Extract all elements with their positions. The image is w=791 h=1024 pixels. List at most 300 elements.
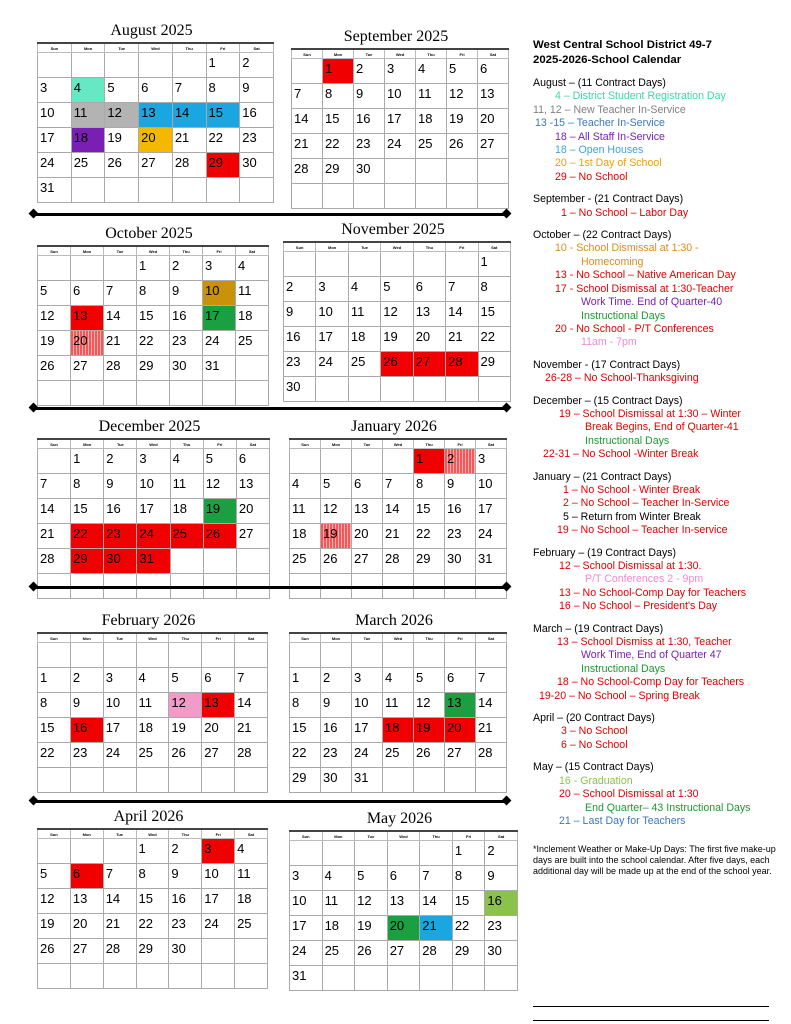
calendar-day: 22 [290,743,321,768]
calendar-day: 8 [71,474,104,499]
empty-cell [292,59,323,84]
calendar-day: 25 [416,134,447,159]
calendar-day: 7 [104,281,137,306]
calendar-day: 2 [169,839,202,864]
calendar-day: 26 [105,153,139,178]
month-title: February 2026 [101,612,196,629]
calendar-day: 7 [103,864,136,889]
legend-item: P/T Conferences 2 - 9pm [585,573,704,586]
calendar-day: 4 [235,839,268,864]
calendar-day: 3 [202,839,235,864]
calendar-day: 15 [38,718,71,743]
calendar-day: 28 [235,743,268,768]
weekday-header: Sat [478,49,509,59]
calendar-day: 27 [236,524,269,549]
weekday-header: Sat [478,242,510,252]
district-title: West Central School District 49-7 [533,39,712,51]
legend-item: 18 – Open Houses [555,144,644,157]
calendar-day: 6 [387,866,420,891]
calendar-day: 11 [235,864,268,889]
calendar-day: 16 [170,306,203,331]
calendar-day: 3 [103,668,136,693]
empty-cell [420,966,453,991]
empty-cell [139,53,173,78]
calendar-day: 1 [71,449,104,474]
calendar-day: 12 [447,84,478,109]
empty-cell [70,643,103,668]
calendar-day: 27 [71,356,104,381]
calendar-day: 30 [240,153,274,178]
empty-cell [105,178,139,203]
calendar-day: 16 [169,889,202,914]
calendar-day: 20 [413,327,445,352]
empty-cell [316,377,348,402]
calendar-day: 23 [170,331,203,356]
empty-cell [235,964,268,989]
weekday-header: Mon [321,633,352,643]
weekday-header: Thu [170,439,203,449]
legend-item: 19 – No School – Teacher In-service [557,524,728,537]
calendar-day: 16 [104,499,137,524]
calendar-day: 28 [446,352,478,377]
calendar-day: 26 [203,524,236,549]
calendar-day: 25 [136,743,169,768]
calendar-day: 14 [476,693,507,718]
empty-cell [387,841,420,866]
calendar-day: 29 [452,941,485,966]
legend-month-section [533,395,783,462]
calendar-title: 2025-2026-School Calendar [533,54,682,66]
calendar-day: 13 [236,474,269,499]
weekday-header: Sat [476,439,507,449]
month-october-2025 [37,223,261,406]
weekday-header: Wed [381,242,413,252]
legend-item: 4 – District Student Registration Day [555,90,726,103]
calendar-day: 14 [235,693,268,718]
empty-cell [202,964,235,989]
calendar-day: 2 [445,449,476,474]
month-grid [37,245,269,406]
calendar-day: 1 [414,449,445,474]
calendar-day: 18 [236,306,269,331]
calendar-day: 11 [348,302,380,327]
calendar-day: 25 [236,331,269,356]
legend-item: Instructional Days [581,309,666,322]
calendar-day: 11 [236,281,269,306]
calendar-day: 5 [447,59,478,84]
weekday-header: Fri [206,43,240,53]
weekday-header: Sun [290,439,321,449]
month-november-2025 [283,219,503,402]
calendar-day: 23 [284,352,316,377]
calendar-day: 5 [105,78,139,103]
calendar-day: 8 [136,864,169,889]
empty-cell [235,643,268,668]
calendar-day: 18 [322,916,355,941]
month-title: October 2025 [105,225,193,242]
legend-item: 1 – No School – Labor Day [561,206,689,219]
calendar-day: 7 [235,668,268,693]
calendar-day: 31 [290,966,323,991]
weekday-header: Wed [137,439,170,449]
calendar-day: 24 [203,331,236,356]
calendar-day: 22 [206,128,240,153]
calendar-day: 9 [70,693,103,718]
calendar-day: 20 [445,718,476,743]
calendar-day: 17 [103,718,136,743]
calendar-day: 4 [383,668,414,693]
weekday-header: Fri [202,829,235,839]
month-april-2026 [37,806,260,989]
signature-line [533,1006,769,1007]
month-september-2025 [291,26,501,209]
weekday-header: Mon [322,831,355,841]
calendar-day: 25 [348,352,380,377]
calendar-day: 21 [103,914,136,939]
empty-cell [38,53,72,78]
calendar-day: 3 [137,449,170,474]
calendar-day: 29 [137,356,170,381]
month-title: April 2026 [113,808,184,825]
weekday-header: Thu [420,831,453,841]
calendar-day: 23 [485,916,518,941]
empty-cell [71,178,105,203]
calendar-day: 4 [236,256,269,281]
weekday-header: Fri [447,49,478,59]
weekday-header: Wed [383,633,414,643]
row-divider [30,210,510,219]
empty-cell [139,178,173,203]
calendar-day: 28 [383,549,414,574]
calendar-day: 13 [478,84,509,109]
calendar-day: 22 [478,327,510,352]
empty-cell [202,768,235,793]
calendar-day: 31 [137,549,170,574]
empty-cell [236,356,269,381]
calendar-day: 19 [203,499,236,524]
empty-cell [381,252,413,277]
calendar-day: 12 [414,693,445,718]
calendar-day: 4 [322,866,355,891]
empty-cell [420,841,453,866]
weekday-header: Fri [452,831,485,841]
calendar-day: 8 [414,474,445,499]
calendar-day: 24 [290,941,323,966]
row-divider [30,404,510,413]
calendar-day: 20 [202,718,235,743]
empty-cell [355,966,388,991]
empty-cell [321,643,352,668]
legend-month-heading: May – (15 Contract Days) [533,761,654,774]
calendar-day: 21 [104,331,137,356]
calendar-day: 10 [103,693,136,718]
calendar-day: 24 [137,524,170,549]
empty-cell [71,256,104,281]
calendar-day: 24 [38,153,72,178]
calendar-day: 17 [316,327,348,352]
calendar-day: 3 [316,277,348,302]
calendar-day: 29 [206,153,240,178]
legend-month-heading: November - (17 Contract Days) [533,358,681,371]
legend-item: 2 – No School – Teacher In-Service [563,497,730,510]
calendar-day: 22 [38,743,71,768]
empty-cell [169,768,202,793]
calendar-day: 4 [290,474,321,499]
calendar-day: 6 [413,277,445,302]
weekday-header: Tue [352,439,383,449]
calendar-day: 22 [136,914,169,939]
month-may-2026 [289,808,510,991]
calendar-day: 31 [38,178,72,203]
legend-item: Break Begins, End of Quarter-41 [585,421,739,434]
calendar-day: 20 [139,128,173,153]
calendar-day: 5 [169,668,202,693]
empty-cell [447,159,478,184]
empty-cell [478,377,510,402]
calendar-day: 23 [445,524,476,549]
calendar-day: 17 [385,109,416,134]
weekday-header: Fri [203,439,236,449]
calendar-day: 16 [70,718,103,743]
weekday-header: Wed [139,43,173,53]
calendar-day: 20 [236,499,269,524]
legend-item: 19-20 – No School – Spring Break [539,689,700,702]
empty-cell [104,381,137,406]
calendar-day: 13 [70,889,103,914]
calendar-day: 26 [447,134,478,159]
legend-item: 3 – No School [561,725,628,738]
weekday-header: Mon [71,246,104,256]
calendar-day: 18 [136,718,169,743]
calendar-day: 2 [284,277,316,302]
calendar-day: 17 [476,499,507,524]
month-grid [289,438,507,599]
inclement-weather-note: *Inclement Weather or Make-Up Days: The first five make-up days are built into the school calendar. After five days, each additional day will be made up at the end of the school year. [533,844,776,877]
empty-cell [172,178,206,203]
empty-cell [104,256,137,281]
legend-month-heading: February – (19 Contract Days) [533,546,677,559]
calendar-day: 17 [202,889,235,914]
calendar-day: 10 [476,474,507,499]
weekday-header: Sun [38,829,71,839]
calendar-day: 26 [38,356,71,381]
calendar-day: 1 [478,252,510,277]
calendar-day: 4 [136,668,169,693]
empty-cell [447,184,478,209]
calendar-day: 14 [38,499,71,524]
calendar-day: 28 [172,153,206,178]
calendar-day: 20 [352,524,383,549]
row-divider [30,797,510,806]
calendar-day: 27 [352,549,383,574]
weekday-header: Thu [416,49,447,59]
empty-cell [321,449,352,474]
empty-cell [71,53,105,78]
calendar-day: 12 [203,474,236,499]
legend-item: 26-28 – No School-Thanksgiving [545,372,699,385]
calendar-day: 23 [240,128,274,153]
calendar-day: 17 [38,128,72,153]
empty-cell [290,449,321,474]
calendar-day: 11 [136,693,169,718]
calendar-day: 3 [290,866,323,891]
calendar-day: 15 [478,302,510,327]
calendar-day: 18 [235,889,268,914]
calendar-day: 13 [445,693,476,718]
empty-cell [203,381,236,406]
empty-cell [446,377,478,402]
calendar-day: 7 [446,277,478,302]
weekday-header: Wed [387,831,420,841]
calendar-day: 12 [321,499,352,524]
calendar-day: 10 [38,103,72,128]
calendar-day: 26 [169,743,202,768]
calendar-day: 16 [284,327,316,352]
empty-cell [235,939,268,964]
calendar-day: 27 [139,153,173,178]
calendar-day: 12 [38,889,71,914]
empty-cell [385,159,416,184]
weekday-header: Mon [71,439,104,449]
empty-cell [290,643,321,668]
empty-cell [202,643,235,668]
weekday-header: Mon [321,439,352,449]
calendar-day: 18 [290,524,321,549]
calendar-day: 1 [206,53,240,78]
calendar-day: 21 [383,524,414,549]
legend-month-section [533,77,783,184]
empty-cell [284,252,316,277]
weekday-header: Mon [316,242,348,252]
month-title: November 2025 [341,221,445,238]
calendar-day: 16 [240,103,274,128]
month-grid [37,828,268,989]
calendar-day: 10 [202,864,235,889]
calendar-day: 6 [445,668,476,693]
empty-cell [136,964,169,989]
weekday-header: Sun [290,831,323,841]
calendar-day: 8 [323,84,354,109]
calendar-day: 20 [387,916,420,941]
calendar-day: 15 [137,306,170,331]
calendar-day: 11 [383,693,414,718]
empty-cell [352,449,383,474]
empty-cell [203,549,236,574]
weekday-header: Mon [70,633,103,643]
weekday-header: Tue [348,242,380,252]
calendar-day: 2 [321,668,352,693]
calendar-day: 15 [71,499,104,524]
calendar-day: 30 [321,768,352,793]
calendar-day: 25 [71,153,105,178]
weekday-header: Thu [169,829,202,839]
calendar-day: 16 [485,891,518,916]
weekday-header: Tue [103,633,136,643]
calendar-day: 1 [137,256,170,281]
empty-cell [136,768,169,793]
calendar-day: 15 [206,103,240,128]
weekday-header: Fri [445,439,476,449]
calendar-day: 28 [476,743,507,768]
calendar-day: 6 [352,474,383,499]
legend-month-section [533,471,783,538]
empty-cell [355,841,388,866]
calendar-day: 30 [284,377,316,402]
calendar-day: 14 [103,889,136,914]
legend-month-section [533,359,783,386]
calendar-day: 24 [385,134,416,159]
calendar-day: 30 [354,159,385,184]
empty-cell [322,966,355,991]
calendar-day: 7 [476,668,507,693]
calendar-day: 17 [203,306,236,331]
legend-item: End Quarter– 43 Instructional Days [585,801,751,814]
calendar-day: 21 [38,524,71,549]
calendar-day: 26 [38,939,71,964]
month-title: January 2026 [351,418,437,435]
calendar-day: 19 [38,331,71,356]
calendar-day: 19 [414,718,445,743]
calendar-day: 27 [387,941,420,966]
calendar-day: 19 [321,524,352,549]
calendar-day: 7 [38,474,71,499]
calendar-day: 23 [321,743,352,768]
legend-item: Work Time. End of Quarter-40 [581,296,723,309]
calendar-day: 26 [321,549,352,574]
calendar-day: 1 [452,841,485,866]
weekday-header: Sat [485,831,518,841]
calendar-day: 3 [385,59,416,84]
weekday-header: Tue [352,633,383,643]
month-title: August 2025 [110,22,193,39]
calendar-day: 8 [452,866,485,891]
calendar-day: 6 [71,281,104,306]
calendar-day: 18 [71,128,105,153]
calendar-legend [533,38,783,877]
legend-month-section [533,193,783,220]
legend-item: 13 - No School – Native American Day [555,269,736,282]
empty-cell [383,768,414,793]
legend-month-section [533,623,783,703]
weekday-header: Fri [445,633,476,643]
weekday-header: Sat [476,633,507,643]
calendar-day: 29 [478,352,510,377]
calendar-day: 30 [170,356,203,381]
calendar-day: 13 [202,693,235,718]
empty-cell [445,768,476,793]
calendar-day: 9 [104,474,137,499]
weekday-header: Tue [355,831,388,841]
empty-cell [103,643,136,668]
calendar-day: 3 [38,78,72,103]
calendar-day: 31 [203,356,236,381]
calendar-day: 6 [70,864,103,889]
calendar-day: 25 [170,524,203,549]
empty-cell [385,184,416,209]
calendar-day: 22 [414,524,445,549]
weekday-header: Sat [240,43,274,53]
calendar-day: 8 [137,281,170,306]
weekday-header: Mon [70,829,103,839]
month-grid [289,632,507,793]
empty-cell [446,252,478,277]
calendar-day: 2 [170,256,203,281]
calendar-day: 8 [290,693,321,718]
calendar-day: 23 [104,524,137,549]
legend-item: Instructional Days [585,434,670,447]
calendar-day: 15 [290,718,321,743]
empty-cell [348,252,380,277]
